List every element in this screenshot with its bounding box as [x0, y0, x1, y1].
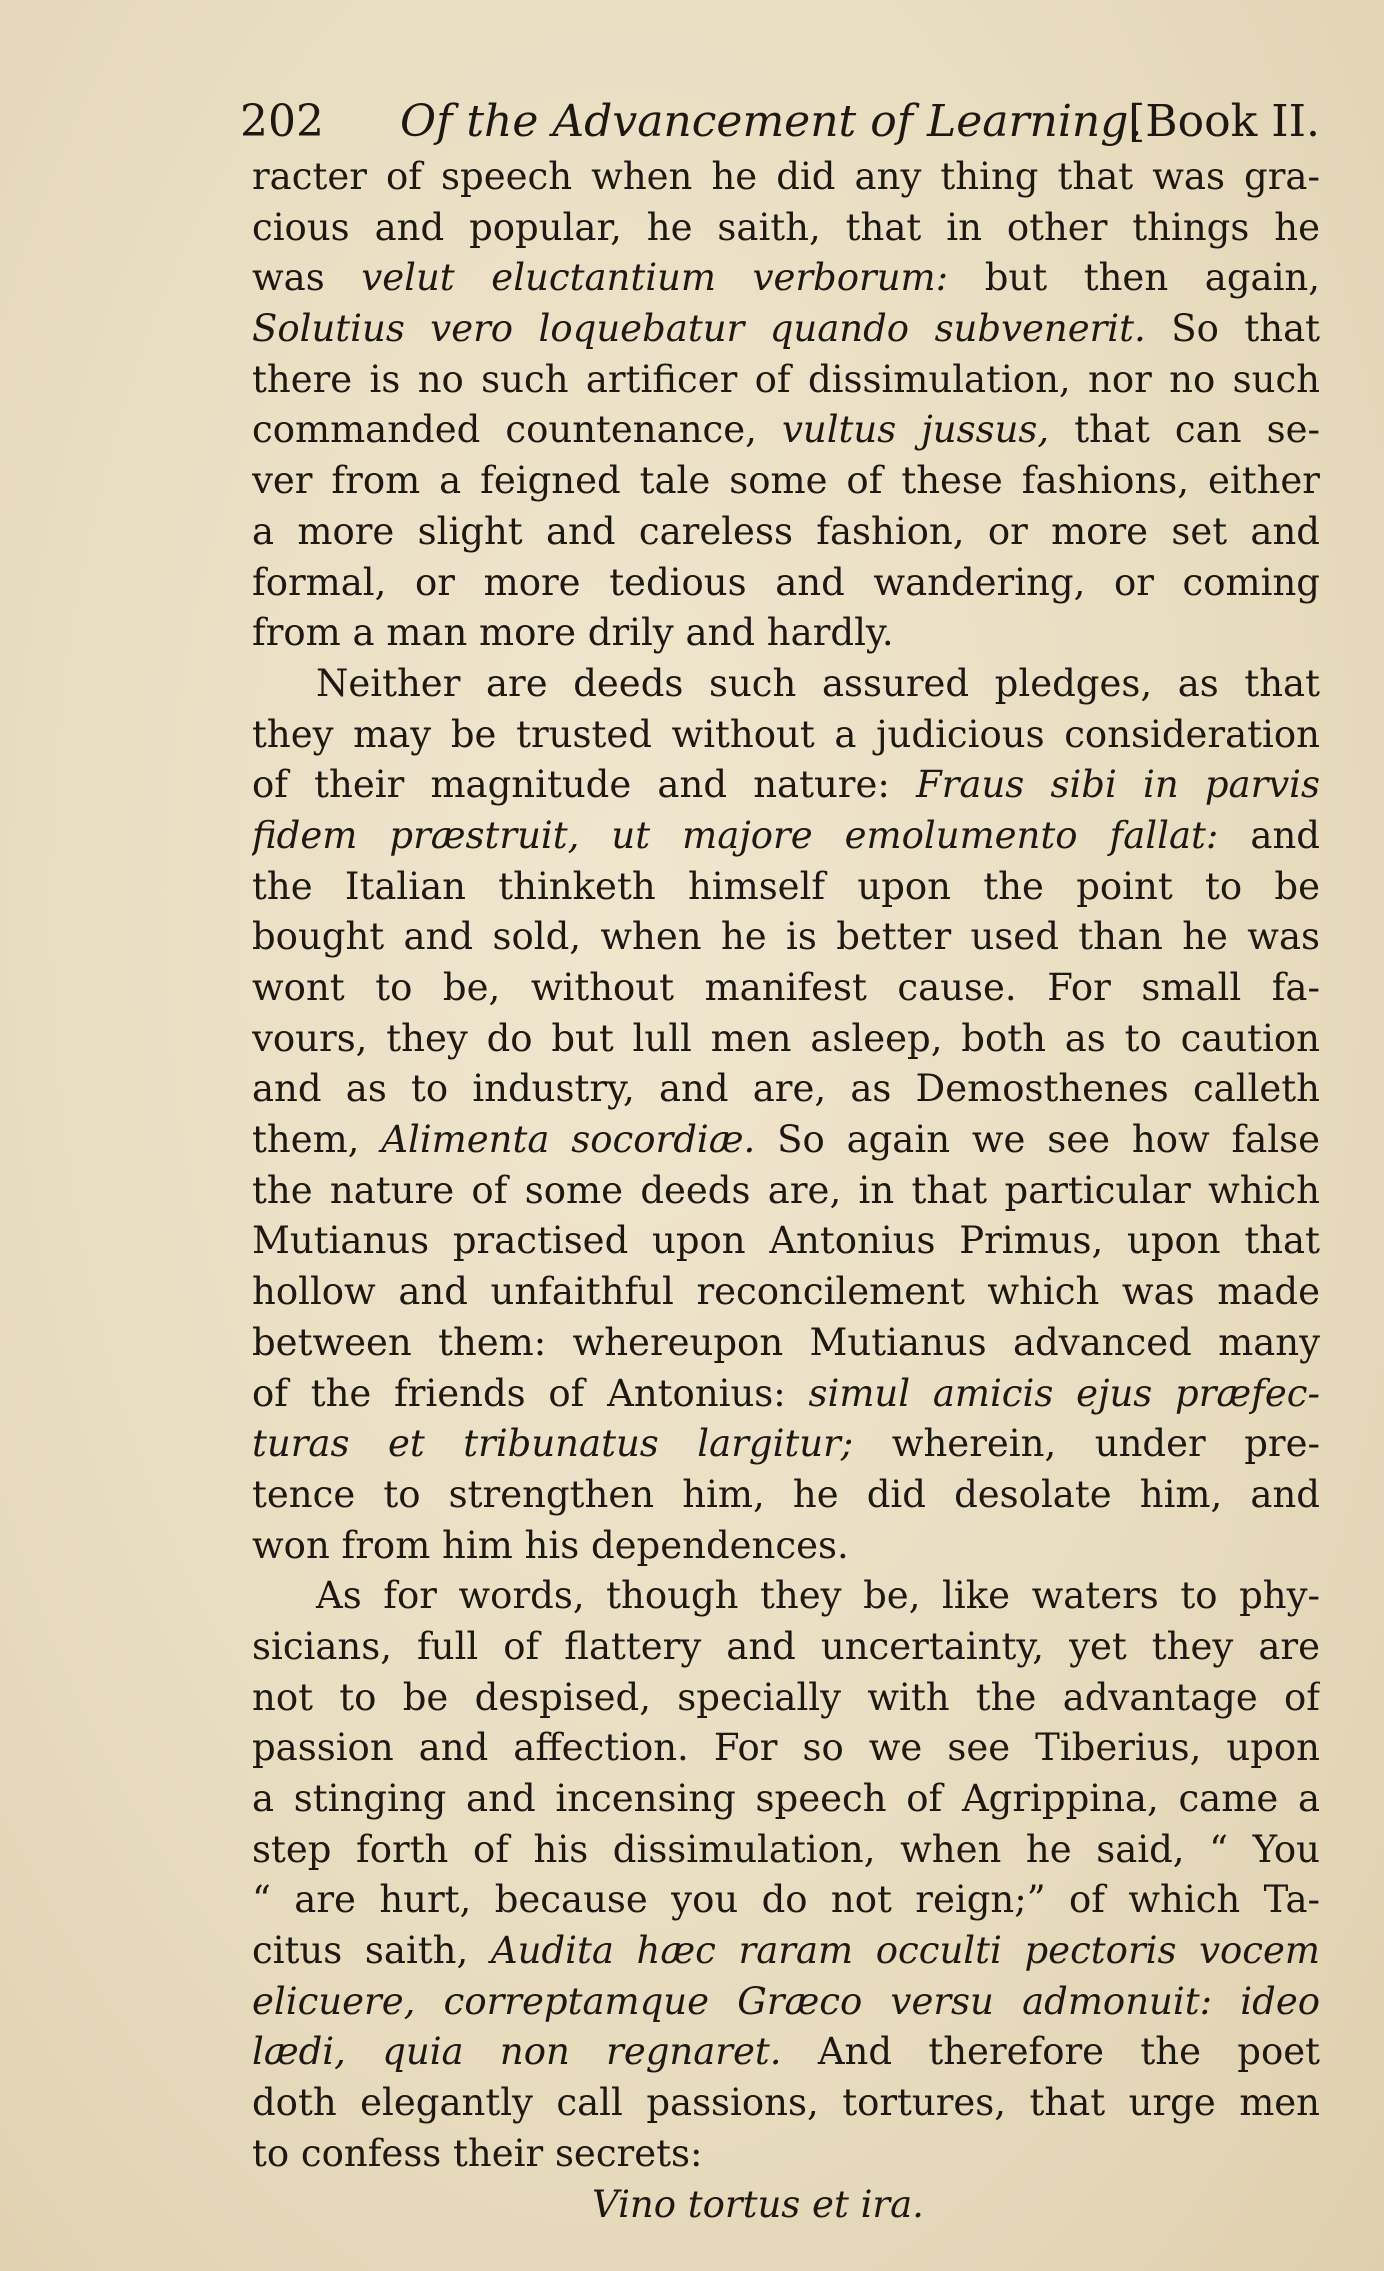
- text-line: [252, 1318, 1320, 1369]
- text-segment: there is no such artificer of dissimulation, nor no such: [252, 357, 1320, 401]
- italic-text: velut eluctantium verborum:: [361, 256, 949, 300]
- text-line: [252, 1926, 1320, 1977]
- text-segment: “ are hurt, because you do not reign;” of which Ta-: [252, 1878, 1320, 1922]
- text-segment: a stinging and incensing speech of Agrippina, came a: [252, 1777, 1320, 1820]
- italic-text: turas et tribunatus largitur;: [252, 1422, 854, 1466]
- text-segment: bought and sold, when he is better used than he was: [252, 915, 1320, 959]
- italic-text: lædi, quia non regnaret.: [252, 2030, 782, 2074]
- text-segment: tence to strengthen him, he did desolate him, and: [252, 1472, 1320, 1516]
- text-line: [252, 2129, 1320, 2180]
- text-segment: formal, or more tedious and wandering, or coming: [252, 560, 1320, 604]
- text-segment: they may be trusted without a judicious consideration: [252, 712, 1320, 756]
- text-line: [252, 659, 1320, 710]
- text-segment: doth elegantly call passions, tortures, that urge men: [252, 2081, 1320, 2125]
- text-segment: them,: [252, 1118, 382, 1162]
- text-segment: Mutianus practised upon Antonius Primus, upon that: [252, 1219, 1320, 1263]
- text-line: [252, 1774, 1320, 1825]
- text-segment: of the friends of Antonius:: [252, 1371, 809, 1415]
- text-segment: won from him his dependences.: [252, 1523, 849, 1567]
- text-line: [252, 1166, 1320, 1217]
- text-segment: and as to industry, and are, as Demosthenes calleth: [252, 1067, 1320, 1111]
- text-segment: Neither are deeds such assured pledges, as that: [316, 661, 1320, 705]
- text-line: [252, 1825, 1320, 1876]
- text-line: [252, 760, 1320, 811]
- book-label: [Book II.: [1128, 96, 1320, 147]
- text-segment: commanded countenance,: [252, 408, 782, 452]
- text-line: [252, 1419, 1320, 1470]
- text-line: [252, 1014, 1320, 1065]
- text-line: [252, 1875, 1320, 1926]
- running-title: Of the Advancement of Learning.: [400, 96, 1143, 147]
- text-segment: citus saith,: [252, 1929, 491, 1973]
- text-line: [252, 253, 1320, 304]
- text-line: [252, 1622, 1320, 1673]
- text-segment: So again we see how false: [755, 1118, 1320, 1162]
- text-segment: between them: whereupon Mutianus advanced many: [252, 1320, 1320, 1364]
- text-segment: a more slight and careless fashion, or more set and: [252, 509, 1320, 553]
- text-line: [252, 1723, 1320, 1774]
- text-line: [252, 710, 1320, 761]
- text-segment: racter of speech when he did any thing that was gra-: [252, 155, 1320, 198]
- italic-text: Solutius vero loquebatur quando subvenerit.: [252, 307, 1146, 351]
- page-number: 202: [240, 96, 324, 147]
- text-line: [252, 203, 1320, 254]
- text-segment: hollow and unfaithful reconcilement which was made: [252, 1270, 1320, 1314]
- italic-text: Vino tortus et ira.: [592, 2182, 924, 2226]
- text-segment: So that: [1145, 307, 1320, 351]
- italic-text: simul amicis ejus præfec-: [808, 1371, 1320, 1415]
- text-segment: And therefore the poet: [781, 2030, 1320, 2074]
- text-line: [252, 1369, 1320, 1420]
- text-line: [252, 608, 1320, 659]
- text-segment: the Italian thinketh himself upon the point to be: [252, 864, 1320, 908]
- text-line: [252, 1064, 1320, 1115]
- text-line: [252, 2078, 1320, 2129]
- italic-text: fidem præstruit, ut majore emolumento fallat:: [252, 813, 1219, 857]
- text-line: [252, 1470, 1320, 1521]
- text-line: [252, 862, 1320, 913]
- text-line: [252, 1673, 1320, 1724]
- text-segment: sicians, full of flattery and uncertainty, yet they are: [252, 1624, 1320, 1668]
- italic-text: Alimenta socordiæ.: [381, 1118, 756, 1162]
- text-line: [252, 1571, 1320, 1622]
- text-segment: wont to be, without manifest cause. For small fa-: [252, 966, 1320, 1009]
- text-line: [252, 1115, 1320, 1166]
- italic-text: Audita hæc raram occulti pectoris vocem: [490, 1929, 1320, 1973]
- text-line: [252, 1521, 1320, 1572]
- text-line: [252, 811, 1320, 862]
- text-segment: passion and affection. For so we see Tiberius, upon: [252, 1726, 1320, 1770]
- text-line: [252, 2027, 1320, 2078]
- text-line: [252, 963, 1320, 1014]
- text-line: [252, 558, 1320, 609]
- text-line: [252, 1267, 1320, 1318]
- text-line: [252, 304, 1320, 355]
- page-header: [240, 92, 1320, 152]
- text-segment: the nature of some deeds are, in that particular which: [252, 1168, 1320, 1212]
- text-line: [252, 1216, 1320, 1267]
- text-line: [252, 507, 1320, 558]
- text-line: [252, 1977, 1320, 2028]
- text-segment: ver from a feigned tale some of these fashions, either: [252, 459, 1320, 503]
- italic-text: Fraus sibi in parvis: [916, 763, 1320, 807]
- text-line: [252, 152, 1320, 203]
- text-line: [252, 2180, 1320, 2231]
- text-line: [252, 912, 1320, 963]
- text-segment: not to be despised, specially with the advantage of: [252, 1675, 1320, 1719]
- text-line: [252, 405, 1320, 456]
- text-line: [252, 355, 1320, 406]
- text-segment: vours, they do but lull men asleep, both as to caution: [252, 1016, 1320, 1060]
- italic-text: elicuere, correptamque Græco versu admonuit: ideo: [252, 1979, 1320, 2023]
- text-segment: wherein, under pre-: [853, 1422, 1320, 1466]
- text-segment: that can se-: [1049, 408, 1320, 452]
- body-text: [252, 152, 1320, 2230]
- text-segment: but then again,: [948, 256, 1320, 300]
- text-segment: cious and popular, he saith, that in other things he: [252, 205, 1320, 249]
- italic-text: vultus jussus,: [781, 408, 1050, 452]
- text-segment: step forth of his dissimulation, when he said, “ You: [252, 1827, 1320, 1871]
- text-segment: and: [1218, 813, 1320, 857]
- text-segment: to confess their secrets:: [252, 2131, 703, 2175]
- text-line: [252, 456, 1320, 507]
- text-segment: of their magnitude and nature:: [252, 763, 917, 807]
- text-segment: from a man more drily and hardly.: [252, 611, 894, 655]
- text-segment: As for words, though they be, like waters to phy-: [316, 1574, 1320, 1618]
- text-segment: was: [252, 256, 362, 300]
